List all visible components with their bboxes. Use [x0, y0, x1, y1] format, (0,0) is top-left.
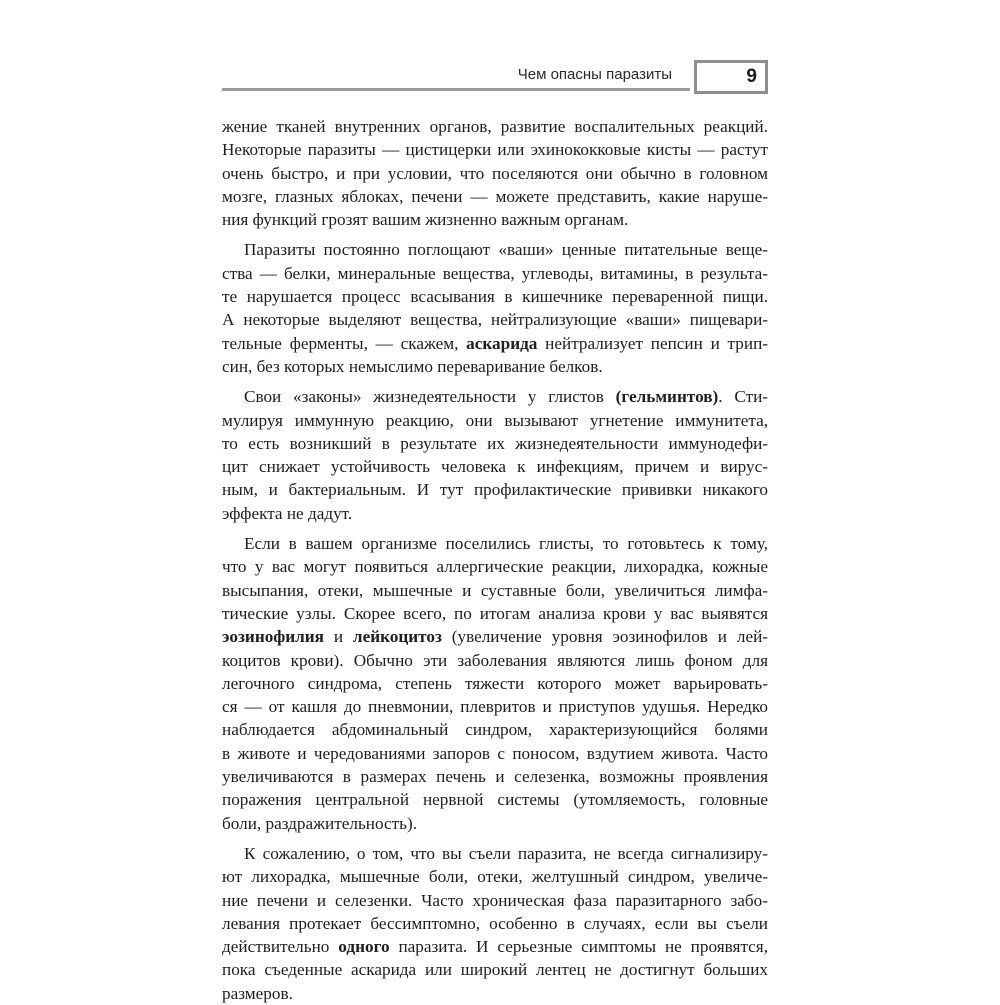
text-line: [222, 935, 768, 958]
text-line: [222, 579, 768, 602]
text-run: поражения центральной нервной системы (утомляемость, головные: [222, 790, 768, 810]
text-line: [222, 285, 768, 308]
text-run: очень быстро, и при условии, что поселяются они обычно в головном: [222, 163, 768, 183]
text-line: [222, 332, 768, 355]
body-text: [222, 115, 768, 1005]
bold-term: (гельминтов): [615, 387, 719, 407]
paragraph-gap: [222, 231, 768, 238]
text-line: [222, 602, 768, 625]
text-line: [222, 185, 768, 208]
text-run: тические узлы. Скорее всего, по итогам анализа крови у вас выявятся: [222, 603, 768, 623]
text-run: Если в вашем организме поселились глисты, то готовьтесь к тому,: [244, 534, 768, 554]
text-run: (увеличение уровня эозинофилов и лей-: [441, 627, 768, 647]
text-line: [222, 718, 768, 741]
text-run: в животе и чередованиями запоров с поносом, вздутием живота. Часто: [222, 743, 768, 763]
text-run: наблюдается абдоминальный синдром, характеризующийся болями: [222, 720, 768, 740]
chapter-title: Чем опасны паразиты: [517, 66, 672, 83]
text-run: син, без которых немыслимо переваривание белков.: [222, 356, 603, 376]
text-line: [222, 238, 768, 261]
text-line: [222, 982, 768, 1005]
text-run: жение тканей внутренних органов, развитие воспалительных реакций.: [222, 117, 768, 136]
text-run: мозге, глазных яблоках, печени — можете представить, какие наруше-: [222, 186, 768, 206]
text-line: [222, 502, 768, 525]
text-run: ства — белки, минеральные вещества, углеводы, витамины, в результа-: [222, 263, 768, 283]
text-line: [222, 162, 768, 185]
text-run: размеров.: [222, 983, 293, 1003]
page-number-box: [694, 60, 768, 94]
text-line: [222, 765, 768, 788]
paragraph: [222, 238, 768, 378]
text-run: пока съеденные аскарида или широкий лентец не достигнут больших: [222, 960, 768, 980]
text-run: ся — от кашля до пневмонии, плевритов и приступов удушья. Нередко: [222, 697, 768, 717]
bold-term: лейкоцитоз: [352, 627, 442, 647]
bold-term: аскарида: [466, 333, 538, 353]
text-line: [222, 432, 768, 455]
text-line: [222, 649, 768, 672]
paragraph: [222, 842, 768, 1005]
text-line: [222, 208, 768, 231]
paragraph: [222, 115, 768, 231]
text-line: [222, 138, 768, 161]
paragraph: [222, 532, 768, 835]
text-run: Свои «законы» жизнедеятельности у глистов: [244, 387, 616, 407]
text-run: и: [323, 627, 353, 647]
text-run: те нарушается процесс всасывания в кишечнике переваренной пищи.: [222, 287, 768, 307]
text-run: нейтрализует пепсин и трип-: [537, 333, 768, 353]
text-run: ным, и бактериальным. И тут профилактические прививки никакого: [222, 480, 768, 500]
text-line: [222, 625, 768, 648]
text-run: Некоторые паразиты — цистицерки или эхинококковые кисты — растут: [222, 140, 768, 160]
text-run: цит снижает устойчивость человека к инфекциям, причем и вирус-: [222, 457, 768, 477]
text-run: Паразиты постоянно поглощают «ваши» ценные питательные веще-: [244, 240, 768, 260]
text-run: ют лихорадка, мышечные боли, отеки, желтушный синдром, увеличе-: [222, 867, 768, 887]
text-run: боли, раздражительность).: [222, 813, 417, 833]
text-line: [222, 912, 768, 935]
text-run: действительно: [222, 937, 339, 957]
paragraph-gap: [222, 835, 768, 842]
text-run: увеличиваются в размерах печень и селезенка, возможны проявления: [222, 767, 768, 787]
paragraph-gap: [222, 525, 768, 532]
text-line: [222, 308, 768, 331]
running-header: [222, 60, 768, 100]
text-run: эффекта не дадут.: [222, 503, 353, 523]
text-line: [222, 672, 768, 695]
text-line: [222, 455, 768, 478]
text-run: ния функций грозят вашим жизненно важным органам.: [222, 210, 629, 230]
text-line: [222, 695, 768, 718]
text-run: паразита. И серьезные симптомы не проявятся,: [389, 937, 768, 957]
text-line: [222, 385, 768, 408]
text-run: что у вас могут появиться аллергические реакции, лихорадка, кожные: [222, 557, 768, 577]
text-line: [222, 958, 768, 981]
text-run: А некоторые выделяют вещества, нейтрализующие «ваши» пищевари-: [222, 310, 768, 330]
text-line: [222, 842, 768, 865]
text-run: легочного синдрома, степень тяжести которого может варьировать-: [222, 673, 768, 693]
text-line: [222, 409, 768, 432]
text-line: [222, 788, 768, 811]
text-run: левания протекает бессимптомно, особенно в случаях, если вы съели: [222, 913, 768, 933]
text-line: [222, 889, 768, 912]
text-run: высыпания, отеки, мышечные и суставные боли, увеличиться лимфа-: [222, 580, 768, 600]
text-line: [222, 115, 768, 138]
paragraph-gap: [222, 378, 768, 385]
text-line: [222, 532, 768, 555]
bold-term: одного: [338, 937, 390, 957]
text-run: ние печени и селезенки. Часто хроническая фаза паразитарного забо-: [222, 890, 768, 910]
text-line: [222, 355, 768, 378]
text-run: К сожалению, о том, что вы съели паразита, не всегда сигнализиру-: [244, 843, 768, 863]
text-line: [222, 262, 768, 285]
header-rule: [222, 88, 690, 91]
text-run: . Сти-: [718, 387, 768, 407]
text-line: [222, 478, 768, 501]
text-run: мулируя иммунную реакцию, они вызывают угнетение иммунитета,: [222, 410, 768, 430]
bold-term: эозинофилия: [222, 627, 324, 647]
text-run: тельные ферменты, — скажем,: [222, 333, 467, 353]
text-line: [222, 812, 768, 835]
text-line: [222, 865, 768, 888]
text-run: то есть возникший в результате их жизнедеятельности иммунодефи-: [222, 433, 768, 453]
text-line: [222, 742, 768, 765]
paragraph: [222, 385, 768, 525]
text-run: коцитов крови). Обычно эти заболевания являются лишь фоном для: [222, 650, 768, 670]
page-number: 9: [746, 66, 757, 87]
text-line: [222, 555, 768, 578]
